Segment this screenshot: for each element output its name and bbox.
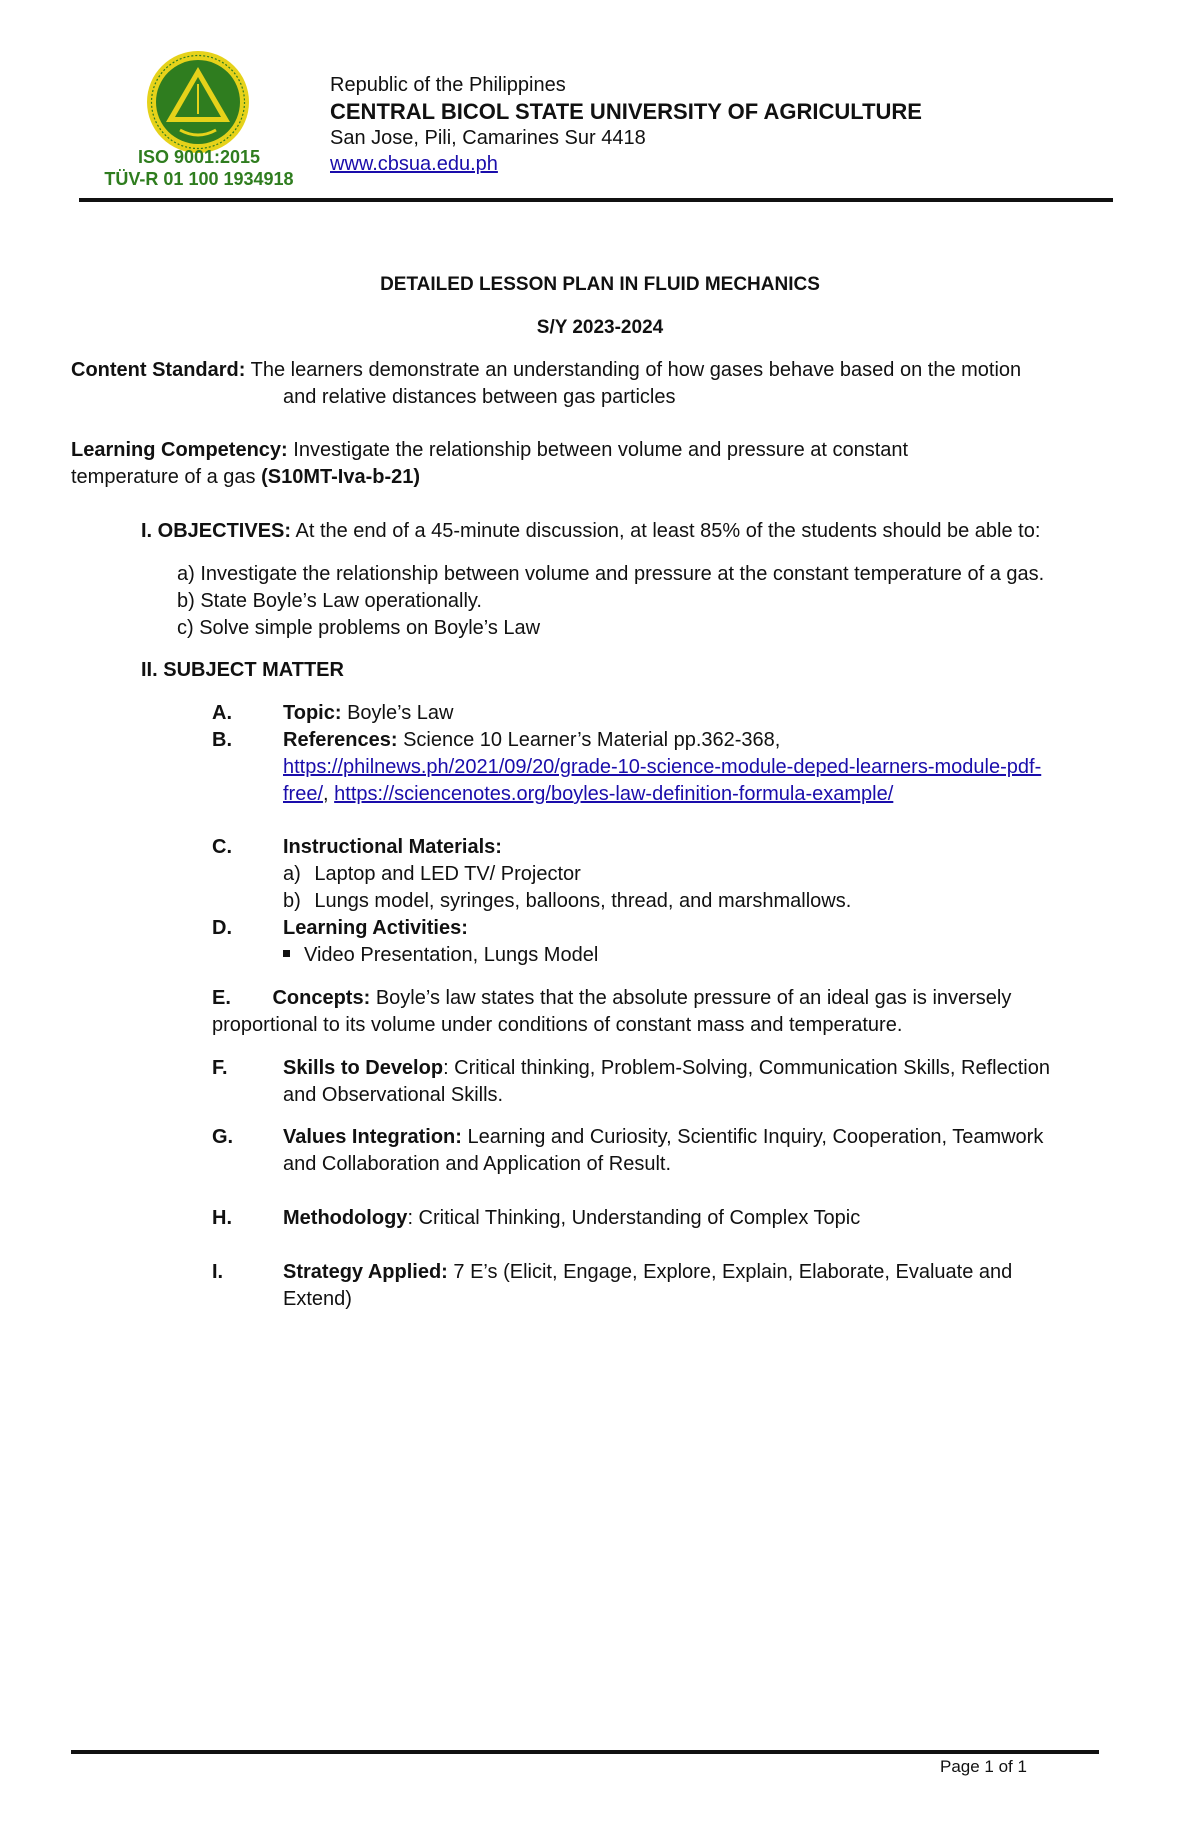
topic-item <box>0 700 1200 727</box>
objectives-label: I. OBJECTIVES: <box>141 520 292 542</box>
learning-competency-label: Learning Competency: <box>71 439 288 461</box>
item-letter: E. <box>212 987 231 1009</box>
republic-line: Republic of the Philippines <box>330 74 566 96</box>
link-separator: , <box>323 783 329 805</box>
references-label: References: <box>283 729 398 751</box>
values-text: Learning and Curiosity, Scientific Inquiry, Cooperation, Teamwork <box>467 1126 1044 1148</box>
concepts-item <box>212 985 1122 1039</box>
philnews-link-cont[interactable]: free/ <box>283 783 324 805</box>
content-standard-text: The learners demonstrate an understanding of how gases behave based on the motion <box>250 359 1022 381</box>
competency-code: (S10MT-Iva-b-21) <box>261 466 421 488</box>
item-letter: H. <box>212 1207 232 1229</box>
methodology-text: : Critical Thinking, Understanding of Complex Topic <box>407 1207 861 1229</box>
item-text: Video Presentation, Lungs Model <box>304 944 599 966</box>
header-divider <box>79 198 1113 202</box>
iso-certificate-number: TÜV-R 01 100 1934918 <box>104 169 294 189</box>
list-item <box>283 942 1123 969</box>
item-text: Laptop and LED TV/ Projector <box>314 863 581 885</box>
methodology-item <box>0 1205 1200 1232</box>
content-standard-label: Content Standard: <box>71 359 246 381</box>
square-bullet-icon <box>283 950 290 957</box>
content-standard-text-cont: and relative distances between gas particles <box>283 386 676 408</box>
objectives-heading <box>141 518 1121 545</box>
learning-activities-item <box>0 915 1200 969</box>
skills-label: Skills to Develop <box>283 1057 444 1079</box>
iso-certification <box>80 146 318 190</box>
item-letter: I. <box>212 1261 224 1283</box>
strategy-label: Strategy Applied: <box>283 1261 448 1283</box>
university-name: CENTRAL BICOL STATE UNIVERSITY OF AGRICULTURE <box>330 99 922 124</box>
concepts-text: Boyle’s law states that the absolute pressure of an ideal gas is inversely <box>375 987 1012 1009</box>
strategy-text: 7 E’s (Elicit, Engage, Explore, Explain, Elaborate, Evaluate and <box>453 1261 1013 1283</box>
university-website-link[interactable]: www.cbsua.edu.ph <box>330 153 498 175</box>
values-text-cont: and Collaboration and Application of Result. <box>283 1153 672 1175</box>
learning-competency <box>71 437 1121 491</box>
list-item: b) State Boyle’s Law operationally. <box>177 590 482 612</box>
skills-item <box>0 1055 1200 1109</box>
item-letter: F. <box>212 1057 228 1079</box>
item-letter: C. <box>212 836 232 858</box>
university-address: San Jose, Pili, Camarines Sur 4418 <box>330 127 646 149</box>
philnews-link[interactable]: https://philnews.ph/2021/09/20/grade-10-science-module-deped-learners-module-pdf- <box>283 756 1042 778</box>
concepts-label: Concepts: <box>272 987 371 1009</box>
instructional-materials-label: Instructional Materials: <box>283 836 502 858</box>
methodology-label: Methodology <box>283 1207 408 1229</box>
university-seal-icon <box>146 50 250 154</box>
objectives-list <box>177 561 1127 642</box>
list-item: c) Solve simple problems on Boyle’s Law <box>177 617 541 639</box>
page-number: Page 1 of 1 <box>940 1757 1027 1776</box>
item-letter: D. <box>212 917 232 939</box>
topic-label: Topic: <box>283 702 342 724</box>
skills-text-cont: and Observational Skills. <box>283 1084 504 1106</box>
subject-matter-heading: II. SUBJECT MATTER <box>141 659 344 681</box>
learning-activities-label: Learning Activities: <box>283 917 468 939</box>
learning-competency-text-cont: temperature of a gas <box>71 466 256 488</box>
sciencenotes-link[interactable]: https://sciencenotes.org/boyles-law-definition-formula-example/ <box>334 783 894 805</box>
values-label: Values Integration: <box>283 1126 462 1148</box>
item-letter: G. <box>212 1126 234 1148</box>
instructional-materials-item <box>0 834 1200 915</box>
strategy-item <box>0 1259 1200 1313</box>
skills-text: : Critical thinking, Problem-Solving, Communication Skills, Reflection <box>443 1057 1050 1079</box>
list-item <box>283 861 1123 888</box>
concepts-text-cont: proportional to its volume under conditions of constant mass and temperature. <box>212 1014 903 1036</box>
values-item <box>0 1124 1200 1178</box>
list-item: a) Investigate the relationship between volume and pressure at the constant temperature of a gas. <box>177 563 1045 585</box>
letterhead <box>330 72 922 177</box>
content-standard <box>71 357 1121 411</box>
iso-standard: ISO 9001:2015 <box>137 147 261 167</box>
item-marker: a) <box>283 863 301 885</box>
topic-text: Boyle’s Law <box>347 702 454 724</box>
item-letter: B. <box>212 729 232 751</box>
document-title: DETAILED LESSON PLAN IN FLUID MECHANICS <box>380 274 820 295</box>
item-text: Lungs model, syringes, balloons, thread, and marshmallows. <box>314 890 852 912</box>
references-item <box>0 727 1200 808</box>
item-marker: b) <box>283 890 301 912</box>
school-year: S/Y 2023-2024 <box>536 317 664 338</box>
list-item <box>283 888 1123 915</box>
item-letter: A. <box>212 702 232 724</box>
learning-competency-text: Investigate the relationship between volume and pressure at constant <box>293 439 909 461</box>
strategy-text-cont: Extend) <box>283 1288 352 1310</box>
objectives-intro: At the end of a 45-minute discussion, at least 85% of the students should be able to: <box>295 520 1041 542</box>
references-text: Science 10 Learner’s Material pp.362-368, <box>403 729 781 751</box>
